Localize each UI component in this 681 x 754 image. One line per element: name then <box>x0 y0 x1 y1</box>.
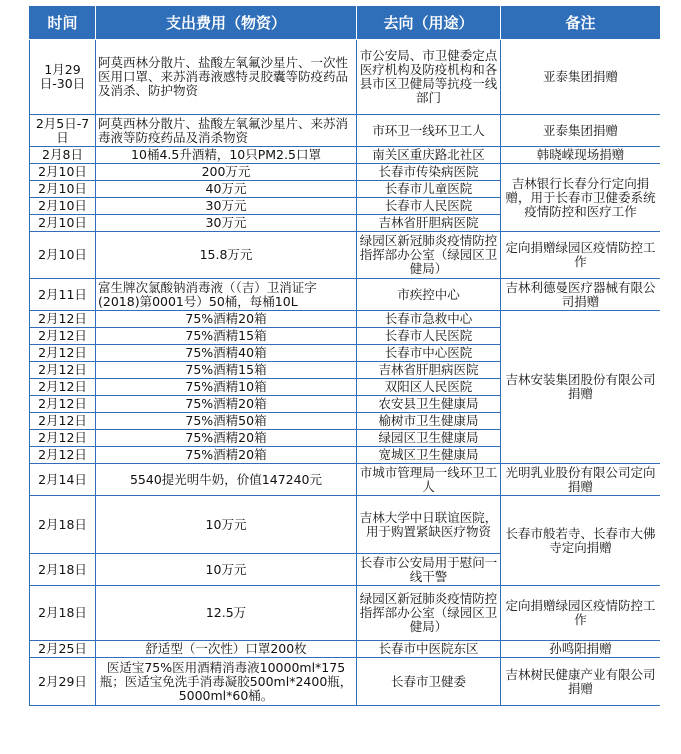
cell-item: 30万元 <box>96 198 357 215</box>
cell-destination: 绿园区新冠肺炎疫情防控指挥部办公室（绿园区卫健局） <box>357 586 501 641</box>
table-row <box>30 279 661 311</box>
cell-time: 2月12日 <box>30 447 96 464</box>
cell-time: 2月12日 <box>30 328 96 345</box>
cell-item: 75%酒精20箱 <box>96 311 357 328</box>
cell-item: 40万元 <box>96 181 357 198</box>
cell-item: 200万元 <box>96 164 357 181</box>
cell-destination: 长春市中心医院 <box>357 345 501 362</box>
table-row <box>30 232 661 279</box>
table-row <box>30 464 661 496</box>
table-row <box>30 496 661 554</box>
cell-item: 阿莫西林分散片、盐酸左氧氟沙星片、一次性医用口罩、来苏消毒液感特灵胶囊等防疫药品及消杀、防护物资 <box>96 40 357 115</box>
table-row <box>30 641 661 658</box>
table-row <box>30 658 661 706</box>
cell-destination: 绿园区卫生健康局 <box>357 430 501 447</box>
cell-item: 75%酒精50箱 <box>96 413 357 430</box>
cell-note: 定向捐赠绿园区疫情防控工作 <box>501 586 661 641</box>
cell-destination: 南关区重庆路北社区 <box>357 147 501 164</box>
cell-item: 富生牌次氯酸钠消毒液（（吉）卫消证字(2018)第0001号）50桶，每桶10L <box>96 279 357 311</box>
table-row <box>30 115 661 147</box>
cell-note: 韩晓嵘现场捐赠 <box>501 147 661 164</box>
cell-time: 2月12日 <box>30 311 96 328</box>
cell-item: 75%酒精40箱 <box>96 345 357 362</box>
cell-destination: 市疾控中心 <box>357 279 501 311</box>
cell-destination: 长春市卫健委 <box>357 658 501 706</box>
cell-destination: 长春市人民医院 <box>357 328 501 345</box>
cell-destination: 绿园区新冠肺炎疫情防控指挥部办公室（绿园区卫健局） <box>357 232 501 279</box>
table-row <box>30 147 661 164</box>
cell-destination: 市城市管理局一线环卫工人 <box>357 464 501 496</box>
cell-time: 2月12日 <box>30 430 96 447</box>
cell-item: 30万元 <box>96 215 357 232</box>
header-note: 备注 <box>501 7 661 40</box>
cell-item: 阿莫西林分散片、盐酸左氧氟沙星片、来苏消毒液等防疫药品及消杀物资 <box>96 115 357 147</box>
cell-item: 12.5万 <box>96 586 357 641</box>
cell-time: 2月8日 <box>30 147 96 164</box>
cell-note: 吉林银行长春分行定向捐赠，用于长春市卫健委系统疫情防控和医疗工作 <box>501 164 661 232</box>
cell-time: 2月11日 <box>30 279 96 311</box>
cell-destination: 吉林省肝胆病医院 <box>357 362 501 379</box>
cell-time: 2月14日 <box>30 464 96 496</box>
header-row <box>30 7 661 40</box>
cell-destination: 长春市人民医院 <box>357 198 501 215</box>
cell-time: 2月12日 <box>30 379 96 396</box>
cell-destination: 市环卫一线环卫工人 <box>357 115 501 147</box>
cell-time: 2月12日 <box>30 362 96 379</box>
cell-destination: 榆树市卫生健康局 <box>357 413 501 430</box>
cell-item: 75%酒精15箱 <box>96 328 357 345</box>
cell-destination: 双阳区人民医院 <box>357 379 501 396</box>
cell-note: 光明乳业股份有限公司定向捐赠 <box>501 464 661 496</box>
cell-note: 吉林树民健康产业有限公司捐赠 <box>501 658 661 706</box>
cell-item: 75%酒精20箱 <box>96 430 357 447</box>
cell-destination: 长春市急救中心 <box>357 311 501 328</box>
cell-destination: 吉林省肝胆病医院 <box>357 215 501 232</box>
table-row <box>30 311 661 328</box>
cell-time: 2月12日 <box>30 345 96 362</box>
cell-item: 10万元 <box>96 554 357 586</box>
cell-note: 亚泰集团捐赠 <box>501 40 661 115</box>
cell-item: 75%酒精20箱 <box>96 396 357 413</box>
cell-time: 2月18日 <box>30 554 96 586</box>
cell-destination: 吉林大学中日联谊医院，用于购置紧缺医疗物资 <box>357 496 501 554</box>
cell-destination: 长春市儿童医院 <box>357 181 501 198</box>
cell-time: 2月10日 <box>30 164 96 181</box>
cell-time: 2月18日 <box>30 496 96 554</box>
table-row <box>30 586 661 641</box>
cell-time: 2月25日 <box>30 641 96 658</box>
cell-time: 2月10日 <box>30 232 96 279</box>
cell-destination: 长春市中医院东区 <box>357 641 501 658</box>
cell-time: 2月29日 <box>30 658 96 706</box>
table-row <box>30 40 661 115</box>
cell-destination: 农安县卫生健康局 <box>357 396 501 413</box>
cell-time: 2月10日 <box>30 181 96 198</box>
cell-item: 75%酒精20箱 <box>96 447 357 464</box>
cell-time: 2月10日 <box>30 215 96 232</box>
cell-time: 2月18日 <box>30 586 96 641</box>
header-expense: 支出费用（物资） <box>96 7 357 40</box>
cell-item: 医适宝75%医用酒精消毒液10000ml*175瓶；医适宝免洗手消毒凝胶500ml*2400瓶，5000ml*60桶。 <box>96 658 357 706</box>
cell-note: 亚泰集团捐赠 <box>501 115 661 147</box>
cell-destination: 宽城区卫生健康局 <box>357 447 501 464</box>
cell-item: 15.8万元 <box>96 232 357 279</box>
cell-time: 2月12日 <box>30 396 96 413</box>
cell-destination: 市公安局、市卫健委定点医疗机构及防疫机构和各县市区卫健局等抗疫一线部门 <box>357 40 501 115</box>
cell-note: 孙鸣阳捐赠 <box>501 641 661 658</box>
donation-table <box>29 6 660 706</box>
table-wrapper <box>29 6 660 754</box>
header-destination: 去向（用途） <box>357 7 501 40</box>
cell-time: 2月10日 <box>30 198 96 215</box>
cell-note: 定向捐赠绿园区疫情防控工作 <box>501 232 661 279</box>
cell-destination: 长春市公安局用于慰问一线干警 <box>357 554 501 586</box>
cell-time: 2月12日 <box>30 413 96 430</box>
cell-note: 吉林安装集团股份有限公司捐赠 <box>501 311 661 464</box>
cell-item: 10桶4.5升酒精，10只PM2.5口罩 <box>96 147 357 164</box>
cell-time: 2月5日-7日 <box>30 115 96 147</box>
cell-note: 长春市般若寺、长春市大佛寺定向捐赠 <box>501 496 661 586</box>
table-row <box>30 164 661 181</box>
header-time: 时间 <box>30 7 96 40</box>
cell-item: 10万元 <box>96 496 357 554</box>
cell-item: 75%酒精15箱 <box>96 362 357 379</box>
cell-item: 舒适型（一次性）口罩200枚 <box>96 641 357 658</box>
cell-item: 75%酒精10箱 <box>96 379 357 396</box>
cell-time: 1月29日-30日 <box>30 40 96 115</box>
cell-item: 5540提光明牛奶，价值147240元 <box>96 464 357 496</box>
cell-destination: 长春市传染病医院 <box>357 164 501 181</box>
cell-note: 吉林利德曼医疗器械有限公司捐赠 <box>501 279 661 311</box>
